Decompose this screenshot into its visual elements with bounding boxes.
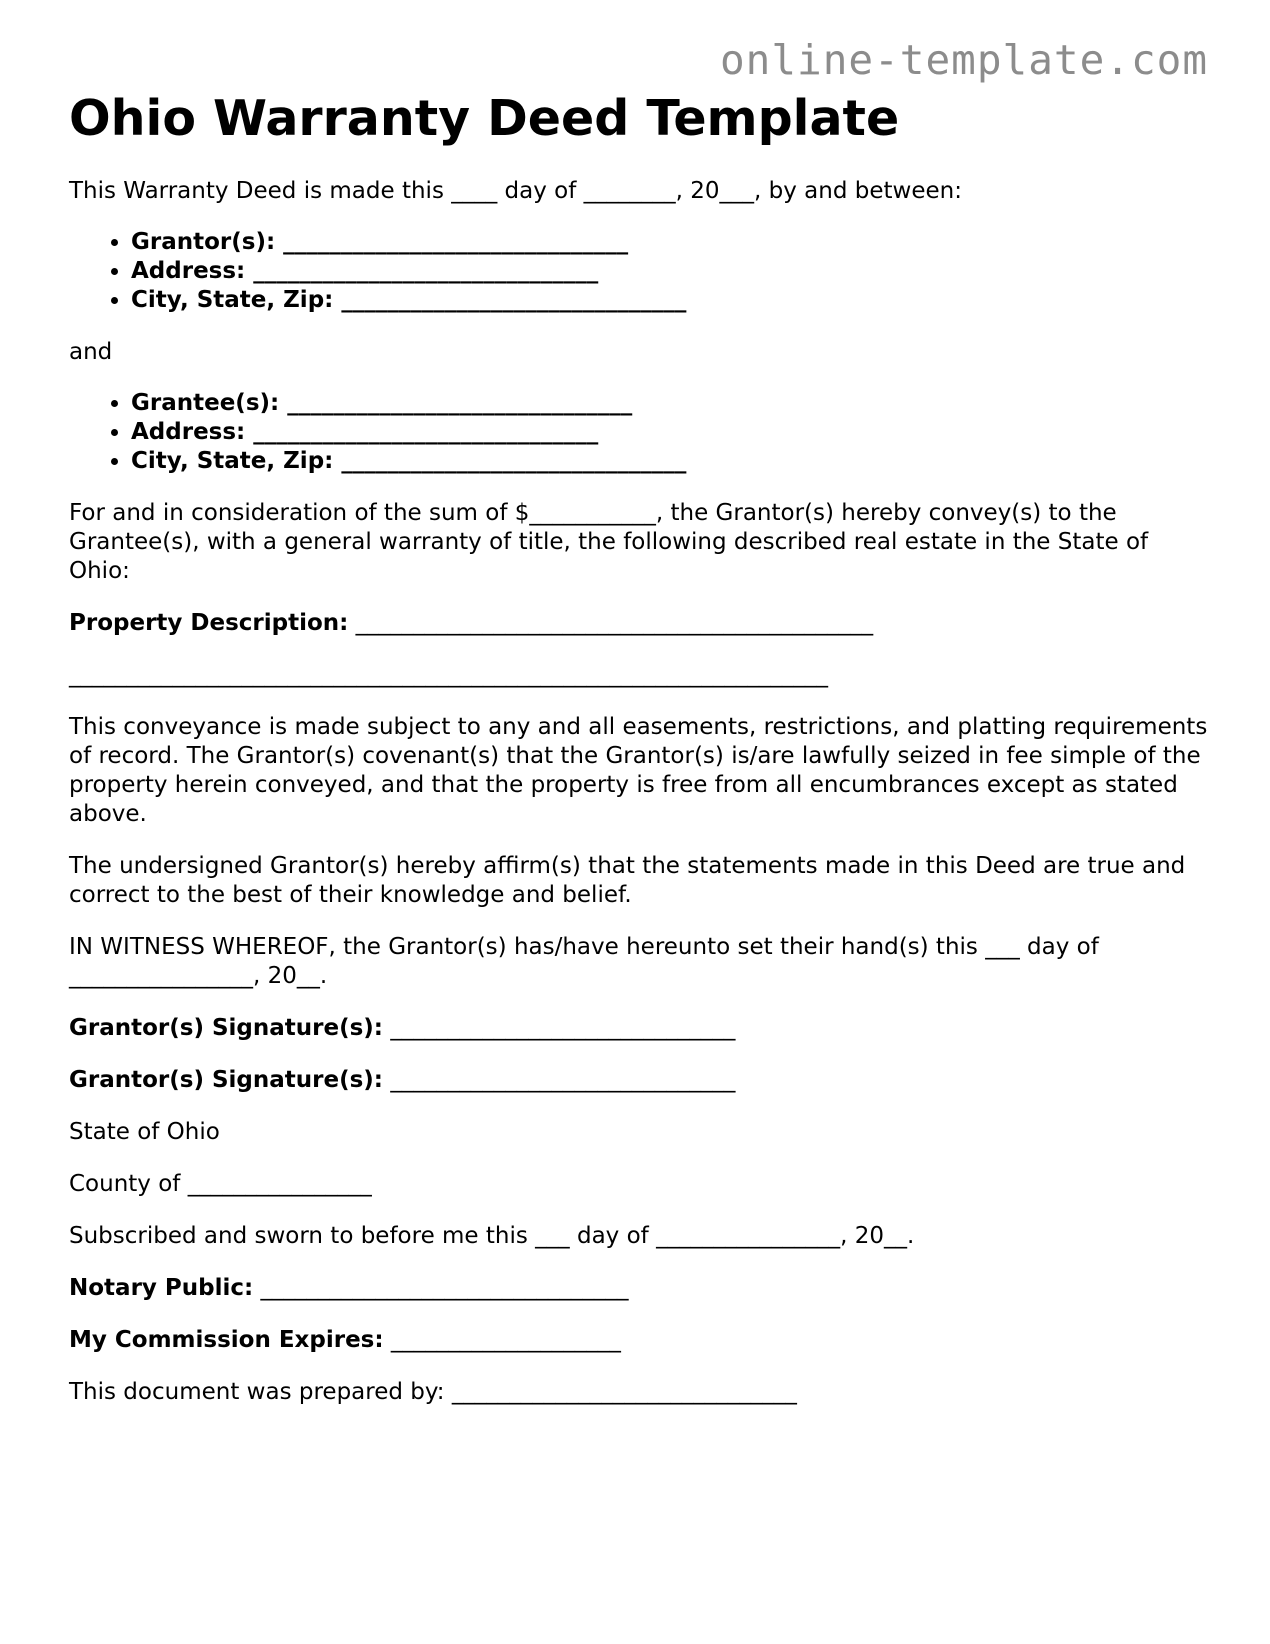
grantor-list — [69, 228, 1209, 315]
state-text: State of Ohio — [69, 1119, 220, 1145]
consideration-paragraph: For and in consideration of the sum of $___________, the Grantor(s) hereby convey(s) to the Grantee(s), with a general warranty of title, the following described real estate in the State of Ohio: — [69, 500, 1149, 584]
affirm-paragraph: The undersigned Grantor(s) hereby affirm(s) that the statements made in this Deed are true and correct to the best of their knowledge and belief. — [69, 853, 1186, 908]
signature-label: Grantor(s) Signature(s): — [69, 1015, 384, 1041]
notary-public-field[interactable] — [69, 1274, 1209, 1303]
grantor-address-field[interactable]: • Address: ______________________________ — [131, 257, 1209, 286]
subject-paragraph: This conveyance is made subject to any and all easements, restrictions, and platting requirements of record. The Grantor(s) covenant(s) that the Grantor(s) is/are lawfully seized in fee simple of the property herein conveyed, and that the property is free from all encumbrances except as stated above. — [69, 714, 1208, 827]
grantor-name-field[interactable]: • Grantor(s): ______________________________ — [131, 228, 1209, 257]
page-title: Ohio Warranty Deed Template — [69, 90, 900, 147]
property-description-blank[interactable]: _____________________________________________ — [355, 610, 874, 636]
signature-blank[interactable]: ______________________________ — [390, 1015, 736, 1041]
commission-label: My Commission Expires: — [69, 1327, 384, 1353]
site-watermark: online-template.com — [720, 36, 1208, 84]
sworn-statement[interactable]: Subscribed and sworn to before me this ___ day of ________________, 20__. — [69, 1223, 915, 1249]
grantor-signature-line-1[interactable] — [69, 1014, 1209, 1043]
notary-blank[interactable]: ________________________________ — [260, 1275, 629, 1301]
grantor-city-state-zip-field[interactable]: • City, State, Zip: ______________________________ — [131, 286, 1209, 315]
grantee-city-state-zip-field[interactable]: • City, State, Zip: ______________________________ — [131, 447, 1209, 476]
property-description-label: Property Description: — [69, 610, 349, 636]
grantor-signature-line-2[interactable] — [69, 1066, 1209, 1095]
grantee-address-field[interactable]: • Address: ______________________________ — [131, 418, 1209, 447]
and-text: and — [69, 339, 113, 365]
notary-label: Notary Public: — [69, 1275, 254, 1301]
commission-blank[interactable]: ____________________ — [390, 1327, 621, 1353]
property-description-line-2[interactable]: __________________________________________________________________ — [69, 662, 828, 688]
property-description-field[interactable] — [69, 609, 1209, 638]
witness-paragraph: IN WITNESS WHEREOF, the Grantor(s) has/have hereunto set their hand(s) this ___ day of ________________, 20__. — [69, 934, 1099, 989]
commission-expires-field[interactable] — [69, 1326, 1209, 1355]
intro-paragraph: This Warranty Deed is made this ____ day of ________, 20___, by and between: — [69, 178, 962, 204]
grantee-name-field[interactable]: • Grantee(s): ______________________________ — [131, 389, 1209, 418]
prepared-by-field[interactable]: This document was prepared by: ______________________________ — [69, 1379, 797, 1405]
deed-document — [69, 88, 1209, 1407]
signature-blank[interactable]: ______________________________ — [390, 1067, 736, 1093]
signature-label: Grantor(s) Signature(s): — [69, 1067, 384, 1093]
grantee-list — [69, 389, 1209, 476]
county-field[interactable]: County of ________________ — [69, 1171, 372, 1197]
